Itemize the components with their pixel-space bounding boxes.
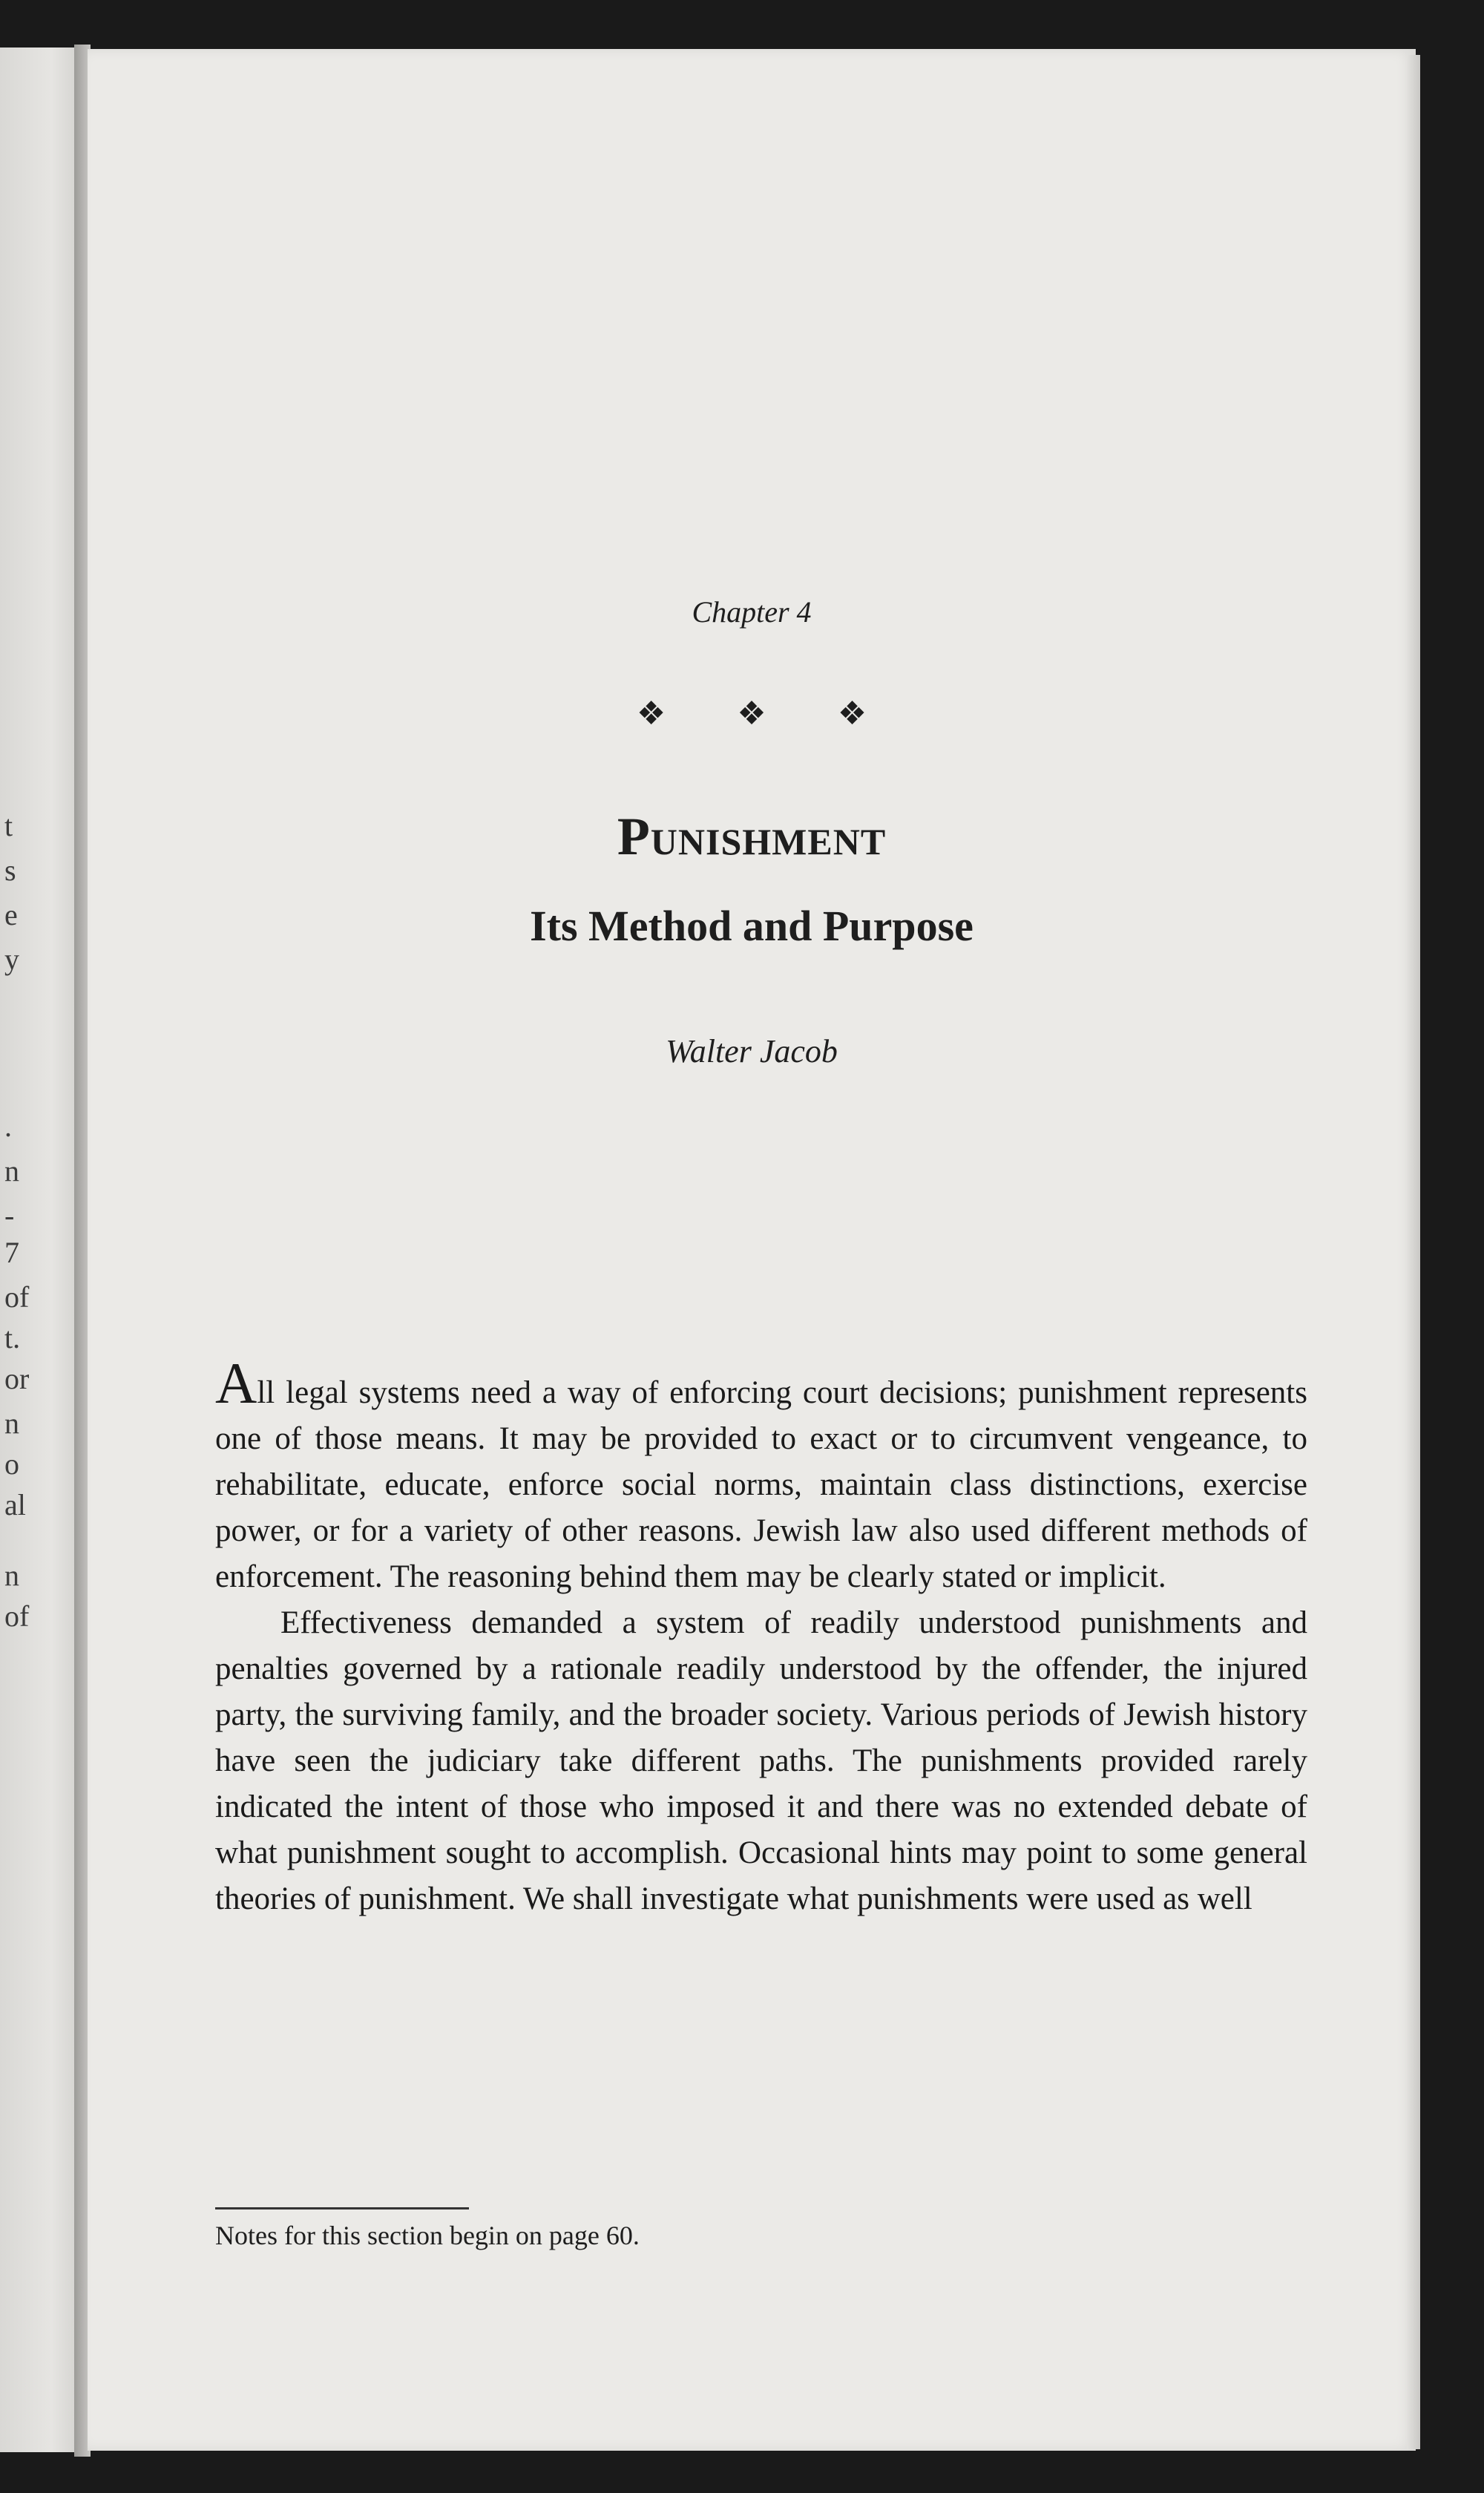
margin-letter: t.: [4, 1321, 21, 1354]
paragraph-text: ll legal systems need a way of enforcing court decisions; punishment represents one of those means. It may be provided to exact or to circumvent vengeance, to rehabilitate, educate, enforce social norms, maintain class distinctions, exercise power, or for a variety of other reasons. Jewish law also used different methods of enforcement. The reasoning behind them may be clearly stated or implicit.: [215, 1375, 1307, 1594]
margin-letter: al: [4, 1488, 26, 1521]
paragraph: [215, 1351, 1307, 1600]
author-name: Walter Jacob: [666, 1033, 838, 1069]
margin-letter: of: [4, 1280, 30, 1314]
margin-letter: -: [4, 1199, 15, 1232]
margin-letter: n: [4, 1559, 19, 1592]
margin-letter: .: [4, 1110, 12, 1143]
book-page: [88, 49, 1416, 2451]
paragraph: [215, 1600, 1307, 1922]
paragraph-text: Effectiveness demanded a system of readily understood punishments and penalties governed by a rationale readily understood by the offender, the injured party, the surviving family, and the broader society. Various periods of Jewish history have seen the judiciary take different paths. The punishments provided rarely indicated the intent of those who imposed it and there was no extended debate of what punishment sought to accomplish. Occasional hints may point to some general theories of punishment. We shall investigate what punishments were used as well: [215, 1605, 1307, 1916]
chapter-label: Chapter 4: [692, 595, 812, 629]
facing-page-edge: [0, 47, 86, 2452]
footnote-rule: [215, 2207, 469, 2209]
margin-letter: y: [4, 943, 19, 976]
initial-letter: A: [215, 1351, 257, 1415]
chapter-title: Punishment: [617, 807, 887, 866]
margin-letter: of: [4, 1599, 30, 1633]
margin-letter: 7: [4, 1236, 19, 1269]
footnote: Notes for this section begin on page 60.: [215, 2221, 640, 2250]
margin-letter: or: [4, 1362, 30, 1395]
chapter-subtitle: Its Method and Purpose: [530, 902, 974, 950]
ornament-divider: ❖❖❖: [636, 695, 939, 732]
margin-letter: n: [4, 1406, 19, 1440]
facing-page-text-fragments: [4, 47, 34, 2452]
page-content: [88, 49, 1416, 2451]
body-text: [215, 1351, 1307, 1922]
margin-letter: e: [4, 898, 18, 931]
margin-letter: n: [4, 1154, 19, 1187]
page-edge: [1407, 55, 1420, 2449]
margin-letter: t: [4, 809, 13, 842]
margin-letter: o: [4, 1447, 19, 1481]
margin-letter: s: [4, 854, 16, 887]
